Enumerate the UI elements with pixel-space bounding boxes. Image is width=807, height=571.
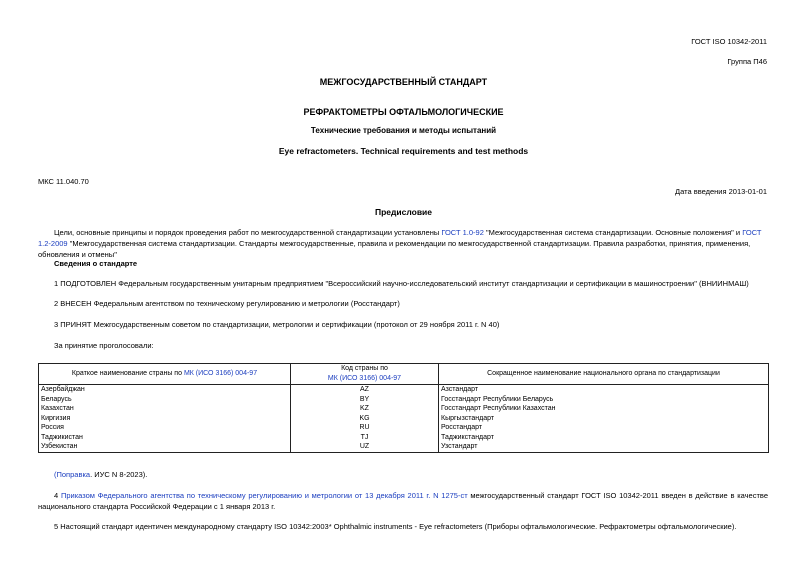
code-cell: KZ (291, 404, 439, 414)
table-row (39, 404, 769, 414)
gost-1-2-2009-link[interactable]: ГОСТ 1.2-2009 (38, 228, 762, 248)
introduction-date: Дата введения 2013-01-01 (675, 187, 767, 196)
code-cell: RU (291, 423, 439, 433)
org-cell: Росстандарт (439, 423, 769, 433)
item-prepared: 1 ПОДГОТОВЛЕН Федеральным государственным унитарным предприятием "Всероссийский научно-исследовательский институт стандартизации и сертификации в машиностроении" (ВНИИНМАШ) (54, 279, 749, 288)
country-code-header (291, 364, 439, 385)
amendment-note (54, 470, 147, 479)
gost-1-0-92-link[interactable]: ГОСТ 1.0-92 (441, 228, 484, 237)
country-name-header-text: Краткое наименование страны по (71, 370, 184, 377)
mk-iso-3166-code-link[interactable]: МК (ИСО 3166) 004-97 (327, 375, 402, 382)
item4-number: 4 (54, 491, 61, 500)
amendment-text: . ИУС N 8-2023). (90, 470, 148, 479)
english-title: Eye refractometers. Technical requirements and test methods (278, 146, 529, 156)
mks-code: МКС 11.040.70 (38, 177, 89, 186)
table-row (39, 385, 769, 395)
table-row (39, 423, 769, 433)
country-name-header (39, 364, 291, 385)
table-row (39, 414, 769, 424)
table-header-row (39, 364, 769, 385)
country-cell: Узбекистан (39, 442, 291, 452)
country-cell: Азербайджан (39, 385, 291, 395)
country-cell: Беларусь (39, 395, 291, 405)
standard-type-title: МЕЖГОСУДАРСТВЕННЫЙ СТАНДАРТ (319, 77, 488, 87)
item-identical: 5 Настоящий стандарт идентичен международному стандарту ISO 10342:2003* Ophthalmic instruments - Eye refractometers (Приборы офтальмологические. Рефрактометры офтальмологические). (54, 522, 737, 531)
item-adopted: 3 ПРИНЯТ Межгосударственным советом по стандартизации, метрологии и сертификации (протокол от 29 ноября 2011 г. N 40) (54, 320, 500, 329)
document-number: ГОСТ ISO 10342-2011 (691, 37, 767, 46)
country-cell: Таджикистан (39, 433, 291, 443)
item-enacted (38, 490, 768, 512)
org-cell: Азстандарт (439, 385, 769, 395)
code-cell: TJ (291, 433, 439, 443)
org-cell: Госстандарт Республики Беларусь (439, 395, 769, 405)
org-cell: Узстандарт (439, 442, 769, 452)
intro-text-middle: "Межгосударственная система стандартизации. Основные положения" и (483, 228, 743, 237)
group-code: Группа П46 (727, 57, 767, 66)
standard-name-title: РЕФРАКТОМЕТРЫ ОФТАЛЬМОЛОГИЧЕСКИЕ (303, 107, 504, 117)
table-row (39, 433, 769, 443)
intro-text-end: "Межгосударственная система стандартизации. Стандарты межгосударственные, правила и рекомендации по межгосударственной стандартизации. Правила разработки, принятия, применения, обновления и отмены" (38, 239, 751, 259)
mk-iso-3166-link[interactable]: МК (ИСО 3166) 004-97 (183, 370, 258, 377)
voted-label: За принятие проголосовали: (54, 341, 154, 350)
org-cell: Кыргызстандарт (439, 414, 769, 424)
country-cell: Киргизия (39, 414, 291, 424)
org-cell: Таджикстандарт (439, 433, 769, 443)
code-cell: AZ (291, 385, 439, 395)
country-cell: Казахстан (39, 404, 291, 414)
code-cell: KG (291, 414, 439, 424)
foreword-intro (38, 227, 768, 260)
code-cell: UZ (291, 442, 439, 452)
countries-table (38, 363, 769, 453)
national-body-header: Сокращенное наименование национального органа по стандартизации (439, 364, 769, 385)
country-code-header-text: Код страны по (341, 365, 388, 372)
standard-subtitle: Технические требования и методы испытаний (310, 126, 497, 135)
code-cell: BY (291, 395, 439, 405)
country-cell: Россия (39, 423, 291, 433)
item-introduced: 2 ВНЕСЕН Федеральным агентством по техническому регулированию и метрологии (Росстандарт) (54, 299, 400, 308)
table-row (39, 442, 769, 452)
amendment-link[interactable]: Поправка (56, 470, 91, 479)
standard-info-heading: Сведения о стандарте (54, 259, 138, 268)
item4-text: межгосударственный стандарт ГОСТ ISO 10342-2011 введен в действие в качестве национального стандарта Российской Федерации с 1 января 2013 г. (38, 491, 768, 511)
intro-text-start: Цели, основные принципы и порядок проведения работ по межгосударственной стандартизации установлены (54, 228, 442, 237)
table-row (39, 395, 769, 405)
org-cell: Госстандарт Республики Казахстан (439, 404, 769, 414)
amendment-open-paren: ( (54, 470, 57, 479)
rosstandart-order-link[interactable]: Приказом Федерального агентства по техническому регулированию и метрологии от 13 декабря 2011 г. N 1275-ст (60, 491, 468, 500)
foreword-heading: Предисловие (374, 207, 433, 217)
